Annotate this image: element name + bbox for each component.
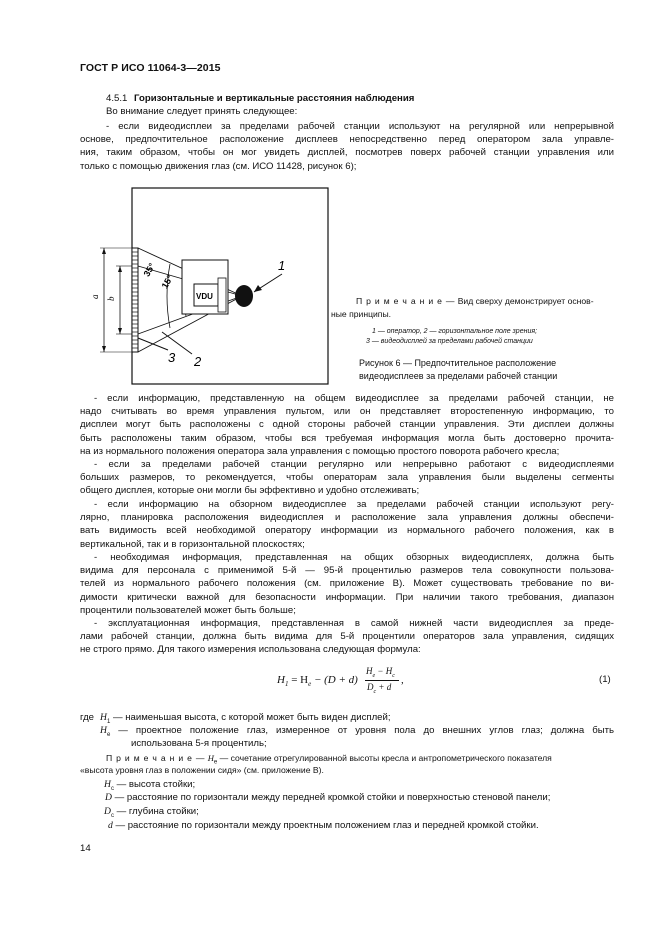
text: — проектное положение глаз, измеренное от уровня пола до внешних углов глаз; должна быть bbox=[110, 725, 614, 736]
figure-caption-line-1: Рисунок 6 — Предпочтительное расположение bbox=[359, 358, 557, 368]
text-line: только с помощью движения глаз (см. ИСО 11428, рисунок 6); bbox=[80, 160, 357, 172]
text: — наименьшая высота, с которой может быть виден дисплей; bbox=[110, 712, 391, 723]
sym: D bbox=[104, 806, 111, 817]
keyboard bbox=[218, 278, 226, 312]
num-h: H bbox=[366, 666, 373, 676]
den-d: D bbox=[367, 682, 374, 692]
formula-denominator bbox=[367, 682, 391, 695]
label-3: 3 bbox=[168, 350, 176, 365]
note-prefix: П р и м е ч а н и е — bbox=[106, 753, 206, 763]
text-line: общего дисплея, которые они могли бы эффективно и удобно отслеживать; bbox=[80, 485, 420, 497]
text-line: - если за пределами рабочей станции регулярно или непрерывно работают с видеодисплеями bbox=[94, 459, 614, 470]
formula-lhs: H bbox=[277, 674, 285, 686]
text-line: быть расположены таким образом, чтобы вся требуемая информация могла быть достоверно прочита- bbox=[80, 432, 614, 444]
text-line: вать видимость всей необходимой оператору информации из нормального рабочего положения, как в bbox=[80, 525, 614, 537]
leader-3 bbox=[138, 338, 168, 350]
formula-fraction-bar bbox=[365, 680, 399, 681]
text-line: вертикальной, так и в горизонтальной плоскостях; bbox=[80, 538, 305, 550]
angle-35-label: 35° bbox=[141, 261, 158, 279]
text-line: видима для персонала с применимой 5-й — 95-й процентилью размеров тела совокупности пользова- bbox=[80, 565, 614, 577]
text-line: на из нормального положения оператора зала управления с помощью простого поворота рабочего кресла; bbox=[80, 445, 560, 457]
text-line: дисплеи могут быть расположены с одной стороны рабочей станции управления. Эти дисплеи должны bbox=[80, 419, 614, 431]
text: — глубина стойки; bbox=[113, 806, 199, 817]
text-line: димости критически важной для безопасности информации. При наличии такого требования, диапазон bbox=[80, 591, 614, 603]
dimension-b-label: b bbox=[106, 296, 116, 301]
paragraph-4 bbox=[80, 498, 614, 551]
text-line: - необходимая информация, представленная на общих обзорных видеодисплеях, должна быть bbox=[94, 552, 614, 563]
text-line: не строго прямо. Для такого измерения использована следующая формула: bbox=[80, 644, 421, 656]
formula-e-sub: e bbox=[308, 680, 312, 689]
intro-text: Во внимание следует принять следующее: bbox=[106, 106, 298, 117]
page-number: 14 bbox=[80, 843, 91, 854]
num-minus: − H bbox=[375, 666, 393, 676]
paragraph-1 bbox=[80, 120, 614, 173]
text-line: телей из нормального рабочего положения (см. приложение В). Может существовать требование по ви- bbox=[80, 578, 614, 590]
dimension-a-label: a bbox=[90, 294, 100, 299]
figure-note-cont: ные принципы. bbox=[331, 309, 392, 319]
figure-legend-line-1: 1 — оператор, 2 — горизонтальное поле зрения; bbox=[372, 328, 538, 335]
note-prefix: П р и м е ч а н и е — bbox=[356, 296, 456, 306]
sym: H bbox=[100, 712, 107, 723]
leader-2 bbox=[162, 332, 192, 354]
text-line: - эксплуатационная информация, представленная в самой нижней части видеодисплея за преде- bbox=[94, 618, 614, 629]
where-he-cont: использована 5-я процентиль; bbox=[131, 738, 267, 749]
section-heading bbox=[106, 93, 414, 104]
sub: c bbox=[110, 785, 114, 792]
section-number: 4.5.1 bbox=[106, 93, 128, 104]
sym: d bbox=[108, 820, 113, 831]
text-line: процентили пользователей может быть больше; bbox=[80, 604, 296, 616]
section-title: Горизонтальные и вертикальные расстояния наблюдения bbox=[134, 93, 415, 104]
where-d bbox=[105, 791, 550, 804]
text-line: больших размеров, то рекомендуется, чтобы операторам зала управления были выделены сегменты bbox=[80, 472, 614, 484]
num-sub-c: c bbox=[392, 672, 395, 679]
vdu-label: VDU bbox=[196, 292, 213, 301]
formula-mid: − (D + d) bbox=[313, 674, 358, 686]
label-1: 1 bbox=[278, 258, 286, 273]
text-line: лярно, планировка расположения видеодисплея и расположение зала управления должны обеспечи- bbox=[80, 512, 614, 524]
text: — сочетание отрегулированной высоты кресла и антропометрического показателя bbox=[217, 753, 552, 763]
sym: D bbox=[105, 792, 112, 803]
text: — высота стойки; bbox=[113, 779, 196, 790]
text-line: надо считывать во время управления пультом, или он представляет второстепенную информацию, то bbox=[80, 406, 614, 418]
sub: e bbox=[106, 731, 111, 738]
paragraph-3 bbox=[80, 458, 614, 498]
operator-head bbox=[235, 285, 253, 307]
figure-6-diagram bbox=[82, 186, 338, 386]
sub: c bbox=[110, 812, 114, 819]
num-sub-e: e bbox=[372, 672, 376, 679]
formula-tail: , bbox=[401, 674, 404, 686]
figure-legend-line-2: 3 — видеодисплей за пределами рабочей станции bbox=[366, 338, 533, 345]
text: — расстояние по горизонтали между передней кромкой стойки и поверхностью стеновой панели; bbox=[111, 792, 551, 803]
angle-arc-35 bbox=[167, 264, 170, 328]
document-header: ГОСТ Р ИСО 11064-3—2015 bbox=[80, 62, 221, 74]
where-dd bbox=[108, 819, 539, 832]
sym: H bbox=[100, 725, 107, 736]
text-line: основе, предпочтительное расположение дисплеев непосредственно перед оператором зала управле- bbox=[80, 134, 614, 146]
text-line: лами рабочей станции, должна быть видима для 5-й процентили операторов зала управления, сидящих bbox=[80, 631, 614, 643]
text-line: - если видеодисплеи за пределами рабочей станции используют на регулярной или непрерывной bbox=[106, 121, 614, 132]
where-note-cont: «высота уровня глаз в положении сидя» (см. приложение В). bbox=[80, 765, 324, 775]
label-2: 2 bbox=[194, 354, 202, 369]
paragraph-2 bbox=[80, 392, 614, 458]
formula-numerator bbox=[366, 666, 395, 679]
sub: e bbox=[213, 759, 218, 766]
note-text: Вид сверху демонстрирует основ- bbox=[457, 296, 594, 306]
figure-caption-line-2: видеодисплеев за пределами рабочей станции bbox=[359, 371, 558, 381]
formula-lhs-sub: 1 bbox=[284, 680, 289, 689]
where-intro: где bbox=[80, 712, 95, 723]
formula-eq: = H bbox=[291, 674, 309, 686]
formula-number: (1) bbox=[599, 674, 611, 685]
text-line: - если информацию, представленную на общем видеодисплее за пределами рабочей станции, не bbox=[94, 393, 614, 404]
sym: H bbox=[207, 753, 214, 763]
text-line: ния, таким образом, чтобы он мог увидеть дисплей, посмотрев поверх рабочей станции управления или bbox=[80, 147, 614, 159]
sym: H bbox=[104, 779, 111, 790]
figure-note bbox=[356, 296, 614, 306]
den-sub: c bbox=[373, 688, 377, 695]
paragraph-5 bbox=[80, 551, 614, 617]
text-line: - если информацию на обзорном видеодисплее за пределами рабочей станции используют регу- bbox=[94, 499, 614, 510]
paragraph-6 bbox=[80, 617, 614, 657]
den-plus: + d bbox=[376, 682, 392, 692]
text: — расстояние по горизонтали между проектным положением глаз и передней кромкой стойки. bbox=[112, 820, 539, 831]
angle-15-label: 15° bbox=[159, 273, 176, 291]
sub: 1 bbox=[106, 718, 111, 725]
formula-1 bbox=[277, 666, 427, 696]
